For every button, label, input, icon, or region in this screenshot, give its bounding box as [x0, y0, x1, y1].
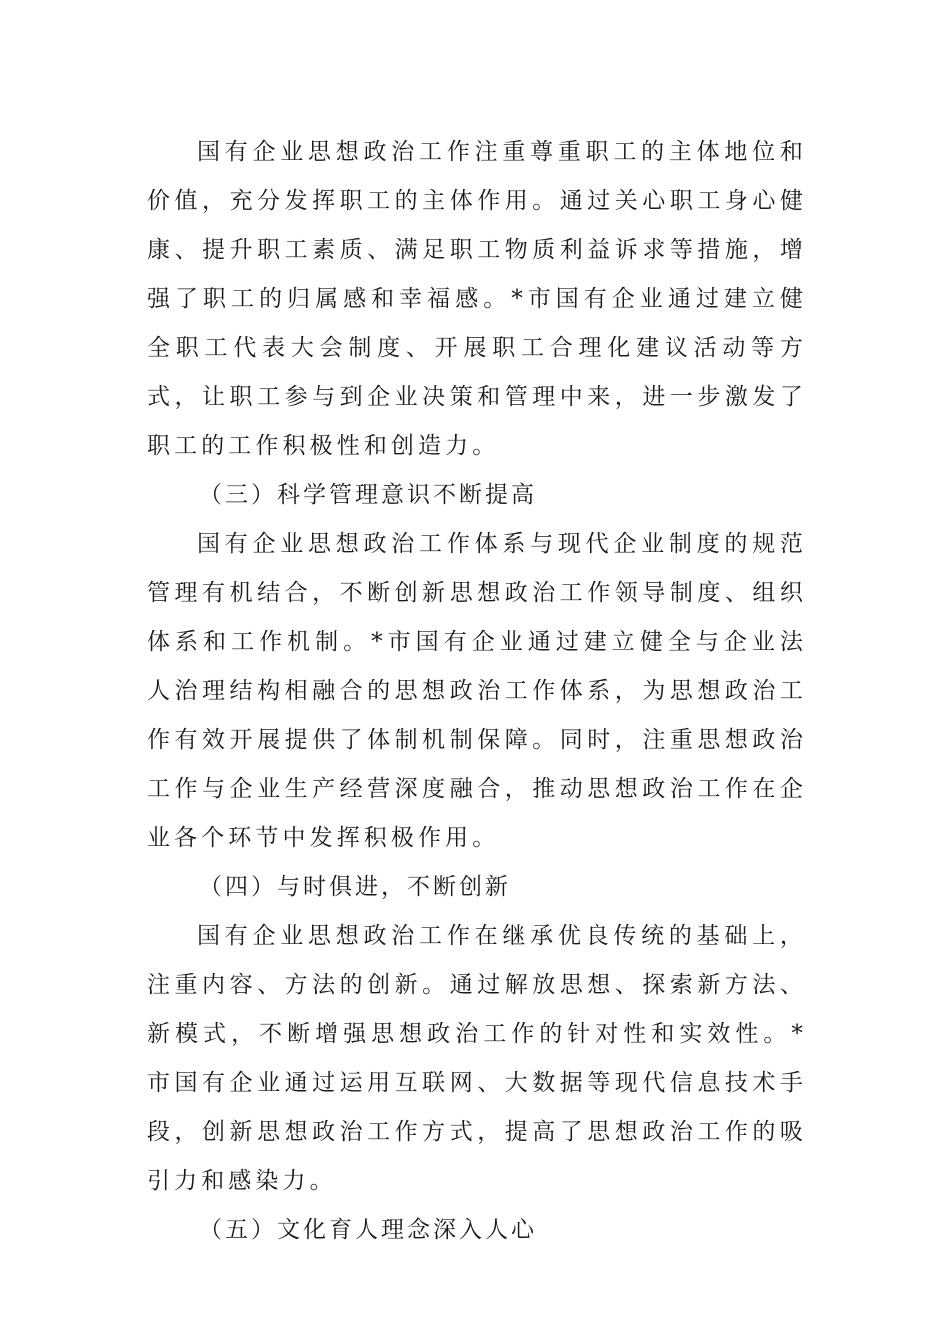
- text-line: 想政治工作方式，提高了思想政治工作的吸引力和感染力。: [147, 1119, 808, 1194]
- text-line: 国有企业思想政治工作体系与现代企业制度的规范管: [147, 531, 807, 606]
- text-line: 挥积极作用。: [336, 825, 500, 851]
- text-line: 大会制度、开展职工合理化建议活动等方式，让职工参与: [147, 335, 807, 410]
- text-line: 式，不断增强思想政治工作的针对性和实效性。*市国有企: [147, 1021, 808, 1096]
- text-line: 值，充分发挥职工的主体作用。通过关心职工身心健康、: [147, 188, 807, 263]
- text-line: 工的归属感和幸福感。*市国有企业通过建立健全职工代表: [147, 286, 807, 361]
- text-line: 和工作机制。*市国有企业通过建立健全与企业法人治理结: [147, 629, 808, 704]
- paragraph-employee-subject: [147, 128, 807, 471]
- text-line: 和创造力。: [363, 433, 500, 459]
- section-heading-5: （五）文化育人理念深入人心: [199, 1217, 537, 1243]
- text-line: 构相融合的思想政治工作体系，为思想政治工作有效开展: [147, 678, 808, 753]
- paragraph-scientific-management: [147, 520, 807, 863]
- text-line: 提供了体制机制保障。同时，注重思想政治工作与企业生: [147, 727, 808, 802]
- text-line: 提升职工素质、满足职工物质利益诉求等措施，增强了职: [147, 237, 808, 312]
- text-line: 到企业决策和管理中来，进一步激发了职工的工作积极性: [147, 384, 807, 459]
- text-line: 重内容、方法的创新。通过解放思想、探索新方法、新模: [147, 972, 807, 1047]
- section-heading-4: （四）与时俱进，不断创新: [199, 874, 511, 900]
- text-line: 理有机结合，不断创新思想政治工作领导制度、组织体系: [147, 580, 807, 655]
- text-line: 业通过运用互联网、大数据等现代信息技术手段，创新思: [147, 1070, 808, 1145]
- text-line: 产经营深度融合，推动思想政治工作在企业各个环节中发: [147, 776, 807, 851]
- text-line: 国有企业思想政治工作在继承优良传统的基础上，注: [147, 923, 807, 998]
- document-body: [147, 128, 807, 1255]
- text-line: 国有企业思想政治工作注重尊重职工的主体地位和价: [147, 139, 807, 214]
- paragraph-innovation: [147, 912, 807, 1206]
- section-heading-3: （三）科学管理意识不断提高: [199, 482, 537, 508]
